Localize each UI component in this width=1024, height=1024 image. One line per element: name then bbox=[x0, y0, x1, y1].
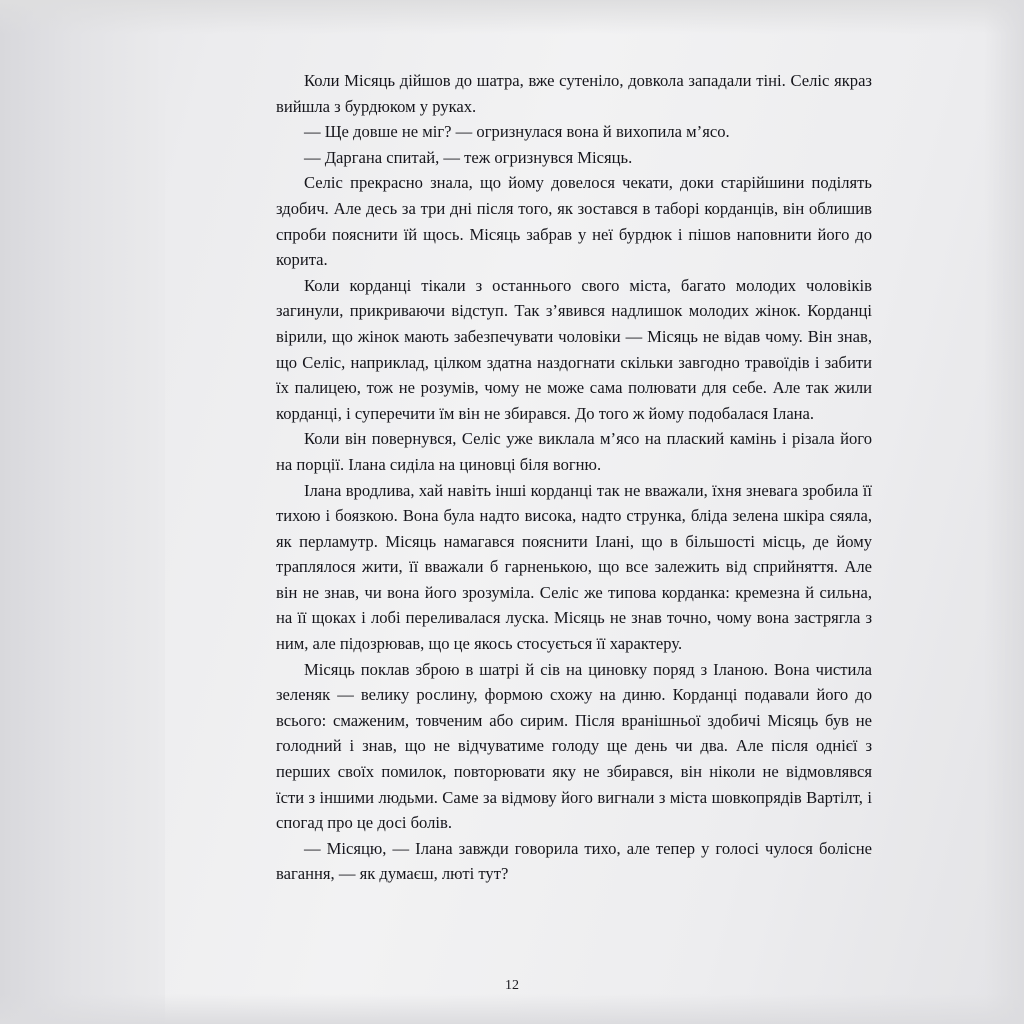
paragraph-dialogue: — Ще довше не міг? — огризнулася вона й вихопила м’ясо. bbox=[304, 122, 730, 142]
paragraph-dialogue: — Даргана спитай, — теж огризнувся Місяць. bbox=[304, 147, 633, 167]
page-bottom-shadow bbox=[0, 994, 1024, 1024]
paragraph: Селіс прекрасно знала, що йому довелося чекати, доки старійшини поділять здобич. Але десь за три дні після того, як зостався в таборі корданців, він облишив спроби пояснити їй щось. Місяць забрав у неї бурдюк і пішов наповнити його до корита. bbox=[276, 173, 872, 270]
paragraph: Місяць поклав зброю в шатрі й сів на циновку поряд з Іланою. Вона чистила зеленяк — велику рослину, формою схожу на диню. Корданці подавали його до всього: смаженим, товченим або сирим. Після вранішньої здобичі Місяць був не голодний і знав, що не відчуватиме голоду ще день чи два. Але після однієї з перших своїх помилок, повторювати яку не збирався, він ніколи не відмовлявся їсти з іншими людьми. Саме за відмову його вигнали з міста шовкопрядів Вартілт, і спогад про це досі болів. bbox=[276, 659, 872, 833]
paragraph-dialogue: — Місяцю, — Ілана завжди говорила тихо, але тепер у голосі чулося болісне вагання, — як думаєш, люті тут? bbox=[276, 838, 872, 884]
page-right-shadow bbox=[984, 0, 1024, 1024]
paragraph: Коли корданці тікали з останнього свого міста, багато молодих чоловіків загинули, прикриваючи відступ. Так з’явився надлишок молодих жінок. Корданці вірили, що жінок мають забезпечувати чоловіки — Місяць не відав чому. Він знав, що Селіс, наприклад, цілком здатна наздогнати скільки завгодно травоїдів і забити їх палицею, тож не розумів, чому не може сама полювати для себе. Але так жили корданці, і суперечити їм він не збирався. До того ж йому подобалася Ілана. bbox=[276, 275, 872, 423]
page-top-shadow bbox=[0, 0, 1024, 34]
page-body-text bbox=[276, 68, 872, 887]
paragraph: Ілана вродлива, хай навіть інші корданці так не вважали, їхня зневага зробила її тихою і боязкою. Вона була надто висока, надто струнка, бліда зелена шкіра сяяла, як перламутр. Місяць намагався пояснити Ілані, що в більшості місць, де йому траплялося жити, її вважали б гарненькою, що все залежить від сприйняття. Але він не знав, чи вона його зрозуміла. Селіс же типова корданка: кремезна й сильна, на її щоках і лобі переливалася луска. Місяць не знав точно, чому вона застрягла з ним, але підозрював, що це якось стосується її характеру. bbox=[276, 480, 872, 654]
page-gutter-shadow bbox=[0, 0, 165, 1024]
page-number: 12 bbox=[505, 978, 519, 993]
paragraph: Коли Місяць дійшов до шатра, вже сутеніло, довкола западали тіні. Селіс якраз вийшла з бурдюком у руках. bbox=[276, 71, 872, 116]
paragraph: Коли він повернувся, Селіс уже виклала м’ясо на плаский камінь і різала його на порції. Ілана сиділа на циновці біля вогню. bbox=[276, 429, 872, 474]
